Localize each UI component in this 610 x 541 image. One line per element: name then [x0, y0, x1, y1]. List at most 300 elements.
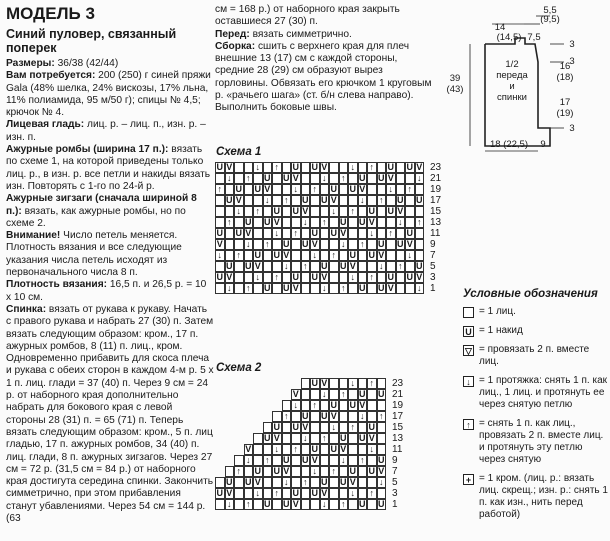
- chart-cell: V: [264, 184, 271, 194]
- legend-text: = 1 накид: [479, 325, 523, 336]
- chart-cell: [367, 389, 377, 400]
- chart-cell: ↓: [291, 184, 301, 195]
- chart-cell: [320, 184, 330, 195]
- chart-cell: [310, 283, 320, 294]
- chart-cell: V: [359, 400, 366, 410]
- chart-cell: ↓: [339, 239, 349, 250]
- chart-cell: [320, 444, 330, 455]
- model-subtitle: Синий пуловер, связанный поперек: [6, 27, 177, 55]
- chart-cell: ↑: [234, 250, 244, 261]
- chart-cell: U: [368, 422, 375, 432]
- chart-cell: V: [292, 389, 299, 399]
- chart-cell: [396, 184, 406, 195]
- chart-cell: ↓: [386, 184, 396, 195]
- chart-cell: U: [378, 499, 385, 509]
- chart-cell: ↓: [263, 195, 273, 206]
- chart-cell: [244, 488, 254, 499]
- row-number: 17: [392, 411, 404, 422]
- chart-cell: [348, 228, 358, 239]
- chart-cell: [377, 378, 387, 389]
- chart-cell: U: [406, 228, 413, 238]
- chart-cell: [348, 173, 358, 184]
- chart-cell: U: [416, 195, 423, 205]
- row-number: 23: [392, 378, 404, 389]
- chart-cell: U: [273, 466, 280, 476]
- chart-cell: ↓: [358, 411, 368, 422]
- chart-cell: U: [283, 455, 290, 465]
- chart-cell: ↑: [320, 217, 330, 228]
- chart-cell: [234, 477, 244, 488]
- paragraph-label: Внимание!: [6, 230, 61, 242]
- chart-cell: V: [302, 422, 309, 432]
- chart-cell: U: [359, 389, 366, 399]
- chart-cell: U: [273, 250, 280, 260]
- chart-cell: ↑: [291, 444, 301, 455]
- chart-cell: U: [406, 272, 413, 282]
- chart-cell: [244, 206, 254, 217]
- chart-cell: ↑: [367, 488, 377, 499]
- chart-cell: V: [416, 162, 423, 172]
- chart-cell: [348, 239, 358, 250]
- chart-cell: [358, 261, 368, 272]
- chart-cell: V: [406, 239, 413, 249]
- chart-cell: [415, 228, 425, 239]
- chart-cell: U: [302, 455, 309, 465]
- chart-cell: U: [330, 184, 337, 194]
- chart-cell: [358, 477, 368, 488]
- chart-cell: ↓: [253, 272, 263, 283]
- paragraph-text: 200 (250) г синей пряжи Gala (48% шелка, 24% вискозы, 17% льна, 11% полиамида, 95 м/50 г); спицы № 4,5; крючок № 4.: [6, 70, 211, 119]
- legend-text: = снять 1 п. как лиц., провязать 2 п. вместе лиц. и протянуть эту петлю через снятую: [479, 418, 604, 465]
- chart-cell: ↑: [225, 217, 235, 228]
- chart-cell: [320, 422, 330, 433]
- chart-cell: [310, 389, 320, 400]
- chart-cell: V: [321, 162, 328, 172]
- chart-cell: U: [311, 228, 318, 238]
- chart-cell: ↑: [367, 378, 377, 389]
- legend-item: [463, 306, 608, 318]
- chart-cell: V: [349, 477, 356, 487]
- chart-cell: U: [397, 239, 404, 249]
- chart-cell: V: [292, 283, 299, 293]
- chart-cell: [377, 400, 387, 411]
- chart-cell: ↓: [396, 217, 406, 228]
- chart-cell: V: [245, 444, 252, 454]
- chart-cell: ↓: [291, 400, 301, 411]
- chart-cell: U: [330, 444, 337, 454]
- chart-cell: [320, 239, 330, 250]
- legend-item: [463, 473, 608, 521]
- chart-cell: [215, 499, 225, 510]
- chart-cell: V: [416, 272, 423, 282]
- chart-cell: ↑: [348, 206, 358, 217]
- chart-cell: [244, 162, 254, 173]
- chart-cell: ↑: [301, 261, 311, 272]
- chart-cell: V: [387, 283, 394, 293]
- paragraph-label: Сборка:: [215, 40, 256, 52]
- chart-cell: ↑: [244, 173, 254, 184]
- chart-cell: V: [245, 228, 252, 238]
- chart-cell: [263, 466, 273, 477]
- chart-cell: [282, 488, 292, 499]
- chart-cell: [329, 389, 339, 400]
- chart-cell: [263, 162, 273, 173]
- chart-cell: [272, 184, 282, 195]
- dim-right: 7,5: [527, 32, 541, 43]
- chart-cell: ↓: [415, 283, 425, 294]
- chart-cell: [377, 184, 387, 195]
- chart-cell: [282, 433, 292, 444]
- chart-cell: V: [359, 184, 366, 194]
- chart-cell: [301, 444, 311, 455]
- chart-cell: ↑: [358, 239, 368, 250]
- chart-cell: U: [283, 173, 290, 183]
- chart-cell: U: [340, 433, 347, 443]
- row-number: 5: [392, 477, 398, 488]
- chart-cell: [215, 195, 225, 206]
- chart-cell: ↓: [234, 206, 244, 217]
- chart-cell: [367, 283, 377, 294]
- chart-cell: V: [254, 261, 261, 271]
- chart-cell: [396, 173, 406, 184]
- chart-cell: ↓: [253, 162, 263, 173]
- chart-cell: [367, 455, 377, 466]
- chart-cell: V: [387, 173, 394, 183]
- legend-item: [463, 325, 608, 337]
- chart-cell: ↑: [272, 162, 282, 173]
- chart-cell: [358, 378, 368, 389]
- chart-cell: [215, 206, 225, 217]
- chart-cell: [377, 217, 387, 228]
- chart-cell: V: [378, 250, 385, 260]
- chart-cell: [310, 195, 320, 206]
- chart-cell: V: [349, 261, 356, 271]
- chart-cell: [386, 261, 396, 272]
- chart-cell: U: [321, 195, 328, 205]
- chart-cell: U: [283, 283, 290, 293]
- chart-cell: [339, 250, 349, 261]
- chart-cell: U: [283, 239, 290, 249]
- chart-cell: [377, 488, 387, 499]
- chart-cell: ↓: [301, 217, 311, 228]
- chart-cell: U: [359, 433, 366, 443]
- chart-cell: U: [311, 444, 318, 454]
- chart-cell: [291, 195, 301, 206]
- chart-cell: [367, 195, 377, 206]
- chart-cell: [339, 466, 349, 477]
- chart-cell: V: [368, 433, 375, 443]
- legend-symbol: ↑: [463, 419, 474, 430]
- chart-cell: [244, 466, 254, 477]
- chart-cell: [301, 400, 311, 411]
- chart-cell: U: [359, 217, 366, 227]
- chart-cell: [386, 195, 396, 206]
- chart-cell: V: [216, 239, 223, 249]
- chart-cell: ↑: [244, 499, 254, 510]
- chart-cell: [377, 162, 387, 173]
- chart-cell: U: [330, 400, 337, 410]
- col1-paragraph: [6, 58, 214, 70]
- chart-cell: U: [311, 272, 318, 282]
- chart-cell: ↑: [291, 228, 301, 239]
- chart-cell: ↑: [329, 250, 339, 261]
- row-number: 1: [430, 283, 436, 294]
- row-number: 21: [392, 389, 404, 400]
- chart-cell: V: [226, 488, 233, 498]
- chart-cell: U: [387, 162, 394, 172]
- chart-cell: U: [378, 173, 385, 183]
- chart-cell: [358, 444, 368, 455]
- chart-cell: U: [302, 411, 309, 421]
- chart-cell: [405, 173, 415, 184]
- chart-cell: [329, 162, 339, 173]
- chart-cell: U: [406, 162, 413, 172]
- legend-symbol: +: [463, 474, 474, 485]
- col2-paragraph: [215, 41, 435, 115]
- chart-cell: ↓: [225, 499, 235, 510]
- chart-cell: [301, 466, 311, 477]
- chart-cell: [253, 195, 263, 206]
- chart-cell: U: [311, 162, 318, 172]
- chart-cell: ↑: [339, 173, 349, 184]
- chart-cell: [367, 184, 377, 195]
- chart-cell: [263, 261, 273, 272]
- col1-paragraph: [6, 304, 214, 525]
- chart-cell: [310, 433, 320, 444]
- chart-cell: U: [349, 184, 356, 194]
- chart-cell: [310, 499, 320, 510]
- chart-cell: [377, 206, 387, 217]
- legend-symbol: U: [463, 326, 474, 337]
- chart-cell: U: [302, 195, 309, 205]
- chart-cell: [358, 228, 368, 239]
- paragraph-label: Ажурные зигзаги (сначала шириной 8 п.):: [6, 193, 197, 217]
- chart-cell: ↓: [272, 228, 282, 239]
- chart-cell: [310, 477, 320, 488]
- chart-cell: U: [321, 261, 328, 271]
- paragraph-label: Перед:: [215, 28, 250, 40]
- schema-1-title: Схема 1: [216, 146, 262, 158]
- chart-cell: ↓: [320, 499, 330, 510]
- chart-cell: U: [226, 261, 233, 271]
- chart-cell: [272, 411, 282, 422]
- chart-cell: V: [340, 228, 347, 238]
- chart-cell: ↑: [358, 455, 368, 466]
- chart-cell: [263, 477, 273, 488]
- chart-cell: U: [340, 261, 347, 271]
- chart-cell: [282, 444, 292, 455]
- chart-cell: [225, 184, 235, 195]
- chart-cell: U: [359, 173, 366, 183]
- chart-cell: ↑: [377, 195, 387, 206]
- chart-cell: [291, 411, 301, 422]
- chart-cell: U: [264, 217, 271, 227]
- col2-paragraph: [215, 29, 435, 41]
- row-number: 23: [430, 162, 442, 173]
- chart-cell: U: [330, 228, 337, 238]
- chart-cell: [234, 488, 244, 499]
- chart-cell: [215, 217, 225, 228]
- chart-cell: [396, 250, 406, 261]
- chart-cell: [301, 389, 311, 400]
- chart-cell: [329, 499, 339, 510]
- chart-cell: ↑: [244, 283, 254, 294]
- chart-cell: ↓: [320, 389, 330, 400]
- chart-cell: [377, 272, 387, 283]
- chart-cell: [282, 422, 292, 433]
- row-number: 9: [392, 455, 398, 466]
- chart-cell: [225, 250, 235, 261]
- chart-cell: [291, 455, 301, 466]
- chart-cell: V: [330, 195, 337, 205]
- chart-cell: ↓: [405, 250, 415, 261]
- chart-cell: V: [226, 272, 233, 282]
- chart-cell: ↓: [225, 173, 235, 184]
- col1-paragraph: [6, 230, 214, 279]
- chart-cell: ↓: [282, 261, 292, 272]
- chart-cell: [291, 217, 301, 228]
- chart-cell: U: [368, 466, 375, 476]
- chart-cell: [253, 444, 263, 455]
- chart-cell: ↑: [263, 239, 273, 250]
- chart-cell: ↓: [282, 477, 292, 488]
- chart-cell: ↑: [339, 389, 349, 400]
- chart-cell: [310, 206, 320, 217]
- chart-cell: [358, 488, 368, 499]
- chart-cell: ↑: [234, 466, 244, 477]
- paragraph-label: Лицевая гладь:: [6, 119, 85, 131]
- right-dim-4-alt: (19): [556, 108, 574, 119]
- chart-cell: [386, 217, 396, 228]
- chart-cell: [282, 206, 292, 217]
- chart-cell: ↑: [272, 488, 282, 499]
- row-number: 13: [430, 217, 442, 228]
- chart-cell: V: [273, 433, 280, 443]
- chart-cell: [282, 228, 292, 239]
- chart-cell: [215, 173, 225, 184]
- chart-cell: [253, 499, 263, 510]
- chart-cell: U: [397, 195, 404, 205]
- chart-cell: U: [264, 433, 271, 443]
- chart-cell: U: [359, 499, 366, 509]
- chart-cell: U: [416, 261, 423, 271]
- chart-cell: ↓: [348, 378, 358, 389]
- chart-cell: [329, 378, 339, 389]
- chart-cell: [339, 184, 349, 195]
- col2-body: [215, 4, 435, 115]
- chart-cell: [329, 261, 339, 272]
- chart-cell: [358, 206, 368, 217]
- paragraph-text: см = 168 р.) от наборного края закрыть оставшиеся 27 (30) п.: [215, 4, 400, 28]
- chart-cell: ↓: [320, 173, 330, 184]
- chart-cell: [329, 433, 339, 444]
- paragraph-label: Вам потребуется:: [6, 70, 96, 82]
- chart-cell: [367, 499, 377, 510]
- chart-cell: U: [368, 250, 375, 260]
- chart-cell: [339, 488, 349, 499]
- chart-cell: U: [245, 477, 252, 487]
- chart-cell: V: [302, 206, 309, 216]
- chart-cell: [301, 162, 311, 173]
- row-number: 11: [430, 228, 441, 239]
- chart-cell: [415, 206, 425, 217]
- chart-cell: [348, 283, 358, 294]
- chart-cell: [358, 250, 368, 261]
- chart-cell: [320, 228, 330, 239]
- chart-cell: V: [226, 162, 233, 172]
- chart-cell: V: [283, 250, 290, 260]
- legend-text: = 1 лиц.: [479, 306, 516, 317]
- right-dim-2: 16: [559, 61, 571, 72]
- center-1: 1/2: [505, 59, 519, 70]
- chart-cell: U: [349, 400, 356, 410]
- chart-cell: [310, 173, 320, 184]
- chart-cell: [358, 422, 368, 433]
- chart-cell: [348, 433, 358, 444]
- chart-cell: [320, 455, 330, 466]
- chart-cell: U: [340, 217, 347, 227]
- chart-cell: [234, 217, 244, 228]
- chart-cell: [377, 422, 387, 433]
- chart-cell: [367, 400, 377, 411]
- chart-cell: [244, 184, 254, 195]
- chart-cell: [282, 400, 292, 411]
- chart-cell: ↓: [301, 433, 311, 444]
- chart-cell: [320, 250, 330, 261]
- chart-cell: [282, 162, 292, 173]
- chart-cell: ↓: [348, 272, 358, 283]
- chart-cell: U: [245, 217, 252, 227]
- chart-cell: ↓: [415, 173, 425, 184]
- chart-cell: U: [292, 272, 299, 282]
- chart-cell: ↑: [405, 184, 415, 195]
- chart-cell: [301, 250, 311, 261]
- chart-cell: [396, 272, 406, 283]
- chart-cell: ↓: [377, 477, 387, 488]
- chart-cell: [358, 162, 368, 173]
- row-number: 15: [392, 422, 404, 433]
- chart-cell: [358, 272, 368, 283]
- chart-cell: ↑: [301, 477, 311, 488]
- chart-cell: V: [321, 378, 328, 388]
- chart-cell: [396, 283, 406, 294]
- chart-cell: [367, 173, 377, 184]
- chart-cell: [348, 411, 358, 422]
- chart-cell: [320, 400, 330, 411]
- chart-cell: [405, 206, 415, 217]
- chart-cell: [272, 455, 282, 466]
- chart-cell: [244, 272, 254, 283]
- paragraph-text: вязать от рукава к рукаву. Начать с правого рукава и набрать 27 (30) п. Затем вязать следующим образом: кром., 17 п. ажурных ромбов, 8 (11) п. лиц., кром. Одновременно прибавить для скоса плеча и рукава с обеих сторон в каждом 4-м р. 5 х 1 п. лиц. глади = 37 (40) п. Через 9 см = 24 р. от наборного края дополнительно набрать для бокового края с левой стороны 28 (31) п. = 65 (71) п. Теперь вязать следующим образом: кром., 5 п. лиц гладью, 17 п. ажурных ромбов, 34 (40) п. лиц. глади, 8 п. ажурных зигзагов. Через 27 см = 72 р. (31,5 см = 84 р.) от наборного края достигута середина спинки. Закончить симметрично, при этом прибавления станут убавлениями. Через 54 см = 144 р. (63: [6, 303, 214, 524]
- chart-cell: U: [226, 477, 233, 487]
- legend-item: [463, 375, 608, 411]
- chart-cell: [348, 217, 358, 228]
- dim-left: 14: [494, 22, 506, 33]
- chart-cell: ↓: [320, 283, 330, 294]
- chart-cell: [415, 250, 425, 261]
- col2-paragraph: [215, 4, 435, 29]
- chart-cell: V: [321, 488, 328, 498]
- paragraph-text: 16,5 п. и 26,5 р. = 10 х 10 см.: [6, 279, 207, 303]
- instructions-column-2: [215, 4, 435, 115]
- chart-cell: [225, 466, 235, 477]
- chart-cell: ↑: [367, 162, 377, 173]
- chart-cell: V: [340, 444, 347, 454]
- chart-cell: ↓: [358, 195, 368, 206]
- chart-cell: V: [378, 466, 385, 476]
- chart-cell: [329, 283, 339, 294]
- chart-cell: [291, 239, 301, 250]
